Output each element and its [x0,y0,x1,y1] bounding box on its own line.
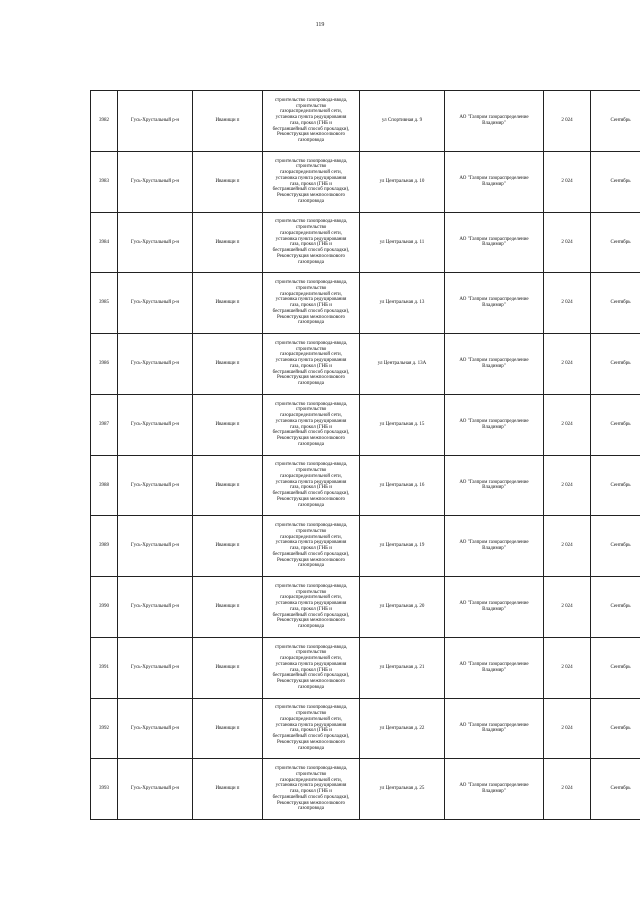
work-description-line: газа, прокол (ГНБ и [290,485,332,491]
work-description-line: газа, прокол (ГНБ и [290,728,332,734]
month-cell: Сентябрь [591,455,640,516]
organization-cell: АО "Газпром газораспределение Владимир" [445,698,544,759]
work-description-line: строительство [295,407,327,413]
table-row [91,516,640,577]
work-description-line: бестраншейный способ прокладки), [272,308,350,314]
work-description-line: строительство газопровода-ввода, [274,158,348,164]
work-description-cell [263,394,360,455]
work-description-line: бестраншейный способ прокладки), [272,126,350,132]
work-description-line: газораспределительной сети, [280,230,342,236]
month-cell: Сентябрь [591,334,640,395]
address-cell: ул Центральная д. 22 [360,698,445,759]
address-cell: ул Центральная д. 13 [360,273,445,334]
work-description-line: строительство [295,771,327,777]
work-description-line: газопровода [298,806,324,812]
work-description-line: газораспределительной сети, [280,534,342,540]
work-description-line: газопровода [298,745,324,751]
organization-cell: АО "Газпром газораспределение Владимир" [445,151,544,212]
work-description-line: бестраншейный способ прокладки), [272,551,350,557]
village-cell: Иванищи п [193,698,263,759]
work-description-line: Реконструкция межпоселкового [276,193,346,199]
row-number: 3992 [91,698,118,759]
work-description-line: установка пункта редуцирования [275,601,347,607]
work-description-line: строительство газопровода-ввода, [274,280,348,286]
work-description-line: газопровода [298,684,324,690]
work-description-line: строительство газопровода-ввода, [274,401,348,407]
row-number: 3984 [91,212,118,273]
table-row [91,212,640,273]
work-description-line: Реконструкция межпоселкового [276,496,346,502]
table-row [91,273,640,334]
address-cell: ул Центральная д. 15 [360,394,445,455]
month-cell: Сентябрь [591,759,640,820]
page-number: 119 [315,22,325,28]
organization-cell: АО "Газпром газораспределение Владимир" [445,577,544,638]
address-cell: ул Центральная д. 20 [360,577,445,638]
work-description-line: газа, прокол (ГНБ и [290,181,332,187]
work-description-line: установка пункта редуцирования [275,661,347,667]
month-cell: Сентябрь [591,151,640,212]
work-description-line: газопровода [298,198,324,204]
work-description-line: газопровода [298,502,324,508]
work-description-line: Реконструкция межпоселкового [276,314,346,320]
year-cell: 2 024 [544,637,591,698]
work-description-cell [263,577,360,638]
row-number: 3988 [91,455,118,516]
work-description-line: бестраншейный способ прокладки), [272,491,350,497]
work-description-cell [263,455,360,516]
work-description-line: установка пункта редуцирования [275,297,347,303]
year-cell: 2 024 [544,394,591,455]
table-row [91,577,640,638]
work-description-line: Реконструкция межпоселкового [276,800,346,806]
work-description-line: Реконструкция межпоселкового [276,253,346,259]
work-description-line: газопровода [298,563,324,569]
month-cell: Сентябрь [591,91,640,152]
work-description-line: бестраншейный способ прокладки), [272,794,350,800]
work-description-line: газопровода [298,138,324,144]
work-description-line: строительство [295,225,327,231]
month-cell: Сентябрь [591,394,640,455]
work-description-line: строительство газопровода-ввода, [274,219,348,225]
work-description-cell [263,91,360,152]
work-description-line: газа, прокол (ГНБ и [290,667,332,673]
month-cell: Сентябрь [591,516,640,577]
address-cell: ул Центральная д. 16 [360,455,445,516]
year-cell: 2 024 [544,273,591,334]
row-number: 3989 [91,516,118,577]
address-cell: ул Центральная д. 19 [360,516,445,577]
work-description-line: газораспределительной сети, [280,777,342,783]
address-cell: ул Центральная д. 13А [360,334,445,395]
work-description-line: строительство [295,528,327,534]
work-description-line: строительство газопровода-ввода, [274,644,348,650]
table-row [91,394,640,455]
table-row [91,334,640,395]
row-number: 3990 [91,577,118,638]
work-description-line: установка пункта редуцирования [275,175,347,181]
work-description-line: Реконструкция межпоселкового [276,618,346,624]
month-cell: Сентябрь [591,273,640,334]
organization-cell: АО "Газпром газораспределение Владимир" [445,637,544,698]
work-description-line: строительство газопровода-ввода, [274,340,348,346]
work-description-line: установка пункта редуцирования [275,540,347,546]
table-row [91,91,640,152]
district-cell: Гусь-Хрустальный р-н [118,151,193,212]
organization-cell: АО "Газпром газораспределение Владимир" [445,91,544,152]
work-description-line: газораспределительной сети, [280,656,342,662]
work-description-line: газа, прокол (ГНБ и [290,363,332,369]
year-cell: 2 024 [544,151,591,212]
organization-cell: АО "Газпром газораспределение Владимир" [445,455,544,516]
work-description-line: Реконструкция межпоселкового [276,375,346,381]
work-description-cell [263,516,360,577]
work-description-line: строительство газопровода-ввода, [274,462,348,468]
month-cell: Сентябрь [591,212,640,273]
table-row [91,455,640,516]
work-description-line: строительство [295,711,327,717]
work-description-line: строительство [295,650,327,656]
work-description-line: установка пункта редуцирования [275,236,347,242]
village-cell: Иванищи п [193,334,263,395]
year-cell: 2 024 [544,455,591,516]
organization-cell: АО "Газпром газораспределение Владимир" [445,516,544,577]
address-cell: ул Центральная д. 11 [360,212,445,273]
village-cell: Иванищи п [193,212,263,273]
work-description-line: бестраншейный способ прокладки), [272,734,350,740]
work-description-line: газораспределительной сети, [280,595,342,601]
work-description-line: газопровода [298,381,324,387]
table-row [91,698,640,759]
row-number: 3987 [91,394,118,455]
work-description-line: строительство [295,164,327,170]
work-description-line: установка пункта редуцирования [275,418,347,424]
work-description-cell [263,637,360,698]
month-cell: Сентябрь [591,698,640,759]
village-cell: Иванищи п [193,91,263,152]
address-cell: ул Центральная д. 25 [360,759,445,820]
organization-cell: АО "Газпром газораспределение Владимир" [445,759,544,820]
row-number: 3993 [91,759,118,820]
work-description-line: газораспределительной сети, [280,291,342,297]
work-description-line: газопровода [298,441,324,447]
work-description-line: бестраншейный способ прокладки), [272,369,350,375]
work-description-line: Реконструкция межпоселкового [276,679,346,685]
work-description-cell [263,273,360,334]
district-cell: Гусь-Хрустальный р-н [118,759,193,820]
work-description-line: строительство газопровода-ввода, [274,97,348,103]
year-cell: 2 024 [544,91,591,152]
year-cell: 2 024 [544,334,591,395]
year-cell: 2 024 [544,516,591,577]
work-description-line: строительство [295,103,327,109]
organization-cell: АО "Газпром газораспределение Владимир" [445,334,544,395]
year-cell: 2 024 [544,698,591,759]
village-cell: Иванищи п [193,394,263,455]
district-cell: Гусь-Хрустальный р-н [118,334,193,395]
work-description-line: Реконструкция межпоселкового [276,132,346,138]
work-description-line: строительство [295,589,327,595]
work-description-line: установка пункта редуцирования [275,479,347,485]
work-description-line: бестраншейный способ прокладки), [272,187,350,193]
table-row [91,759,640,820]
month-cell: Сентябрь [591,577,640,638]
gasification-table [90,90,640,820]
row-number: 3985 [91,273,118,334]
work-description-cell [263,334,360,395]
work-description-line: установка пункта редуцирования [275,358,347,364]
village-cell: Иванищи п [193,516,263,577]
work-description-line: строительство газопровода-ввода, [274,523,348,529]
work-description-line: газораспределительной сети, [280,716,342,722]
work-description-line: строительство [295,346,327,352]
village-cell: Иванищи п [193,273,263,334]
work-description-line: газораспределительной сети, [280,473,342,479]
table-row [91,151,640,212]
organization-cell: АО "Газпром газораспределение Владимир" [445,273,544,334]
district-cell: Гусь-Хрустальный р-н [118,698,193,759]
village-cell: Иванищи п [193,577,263,638]
work-description-line: газопровода [298,624,324,630]
row-number: 3982 [91,91,118,152]
work-description-line: Реконструкция межпоселкового [276,436,346,442]
work-description-line: установка пункта редуцирования [275,115,347,121]
work-description-line: газа, прокол (ГНБ и [290,606,332,612]
month-cell: Сентябрь [591,637,640,698]
row-number: 3983 [91,151,118,212]
work-description-line: бестраншейный способ прокладки), [272,248,350,254]
district-cell: Гусь-Хрустальный р-н [118,91,193,152]
work-description-cell [263,698,360,759]
work-description-line: строительство [295,468,327,474]
district-cell: Гусь-Хрустальный р-н [118,273,193,334]
work-description-line: Реконструкция межпоселкового [276,557,346,563]
work-description-line: газа, прокол (ГНБ и [290,303,332,309]
work-description-line: установка пункта редуцирования [275,722,347,728]
work-description-line: газа, прокол (ГНБ и [290,120,332,126]
work-description-line: газа, прокол (ГНБ и [290,789,332,795]
work-description-line: бестраншейный способ прокладки), [272,673,350,679]
work-description-line: строительство [295,285,327,291]
organization-cell: АО "Газпром газораспределение Владимир" [445,394,544,455]
work-description-line: газопровода [298,259,324,265]
table-row [91,637,640,698]
address-cell: ул Центральная д. 21 [360,637,445,698]
district-cell: Гусь-Хрустальный р-н [118,455,193,516]
row-number: 3991 [91,637,118,698]
work-description-line: газораспределительной сети, [280,170,342,176]
work-description-line: газопровода [298,320,324,326]
year-cell: 2 024 [544,759,591,820]
village-cell: Иванищи п [193,455,263,516]
work-description-line: газораспределительной сети, [280,413,342,419]
district-cell: Гусь-Хрустальный р-н [118,637,193,698]
work-description-line: газа, прокол (ГНБ и [290,546,332,552]
work-description-line: бестраншейный способ прокладки), [272,430,350,436]
work-description-line: газа, прокол (ГНБ и [290,424,332,430]
district-cell: Гусь-Хрустальный р-н [118,212,193,273]
work-description-line: газораспределительной сети, [280,352,342,358]
address-cell: ул Центральная д. 10 [360,151,445,212]
table-body [91,91,640,820]
work-description-line: бестраншейный способ прокладки), [272,612,350,618]
work-description-line: строительство газопровода-ввода, [274,766,348,772]
village-cell: Иванищи п [193,759,263,820]
row-number: 3986 [91,334,118,395]
district-cell: Гусь-Хрустальный р-н [118,394,193,455]
work-description-line: газа, прокол (ГНБ и [290,242,332,248]
district-cell: Гусь-Хрустальный р-н [118,516,193,577]
year-cell: 2 024 [544,577,591,638]
work-description-cell [263,759,360,820]
address-cell: ул Спортивная д. 9 [360,91,445,152]
work-description-line: Реконструкция межпоселкового [276,739,346,745]
work-description-line: строительство газопровода-ввода, [274,583,348,589]
work-description-line: газораспределительной сети, [280,109,342,115]
work-description-line: установка пункта редуцирования [275,783,347,789]
work-description-line: строительство газопровода-ввода, [274,705,348,711]
village-cell: Иванищи п [193,151,263,212]
year-cell: 2 024 [544,212,591,273]
district-cell: Гусь-Хрустальный р-н [118,577,193,638]
work-description-cell [263,151,360,212]
organization-cell: АО "Газпром газораспределение Владимир" [445,212,544,273]
work-description-cell [263,212,360,273]
village-cell: Иванищи п [193,637,263,698]
